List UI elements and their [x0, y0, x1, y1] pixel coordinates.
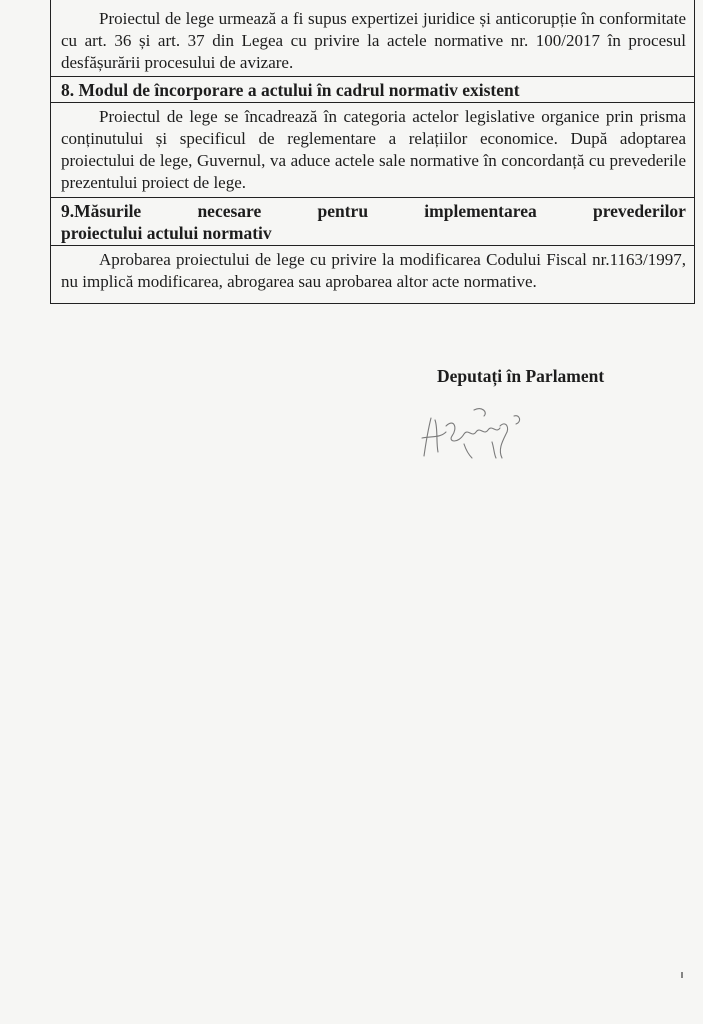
heading-word: necesare: [197, 201, 262, 221]
section-8-heading: 8. Modul de încorporare a actului în cadrul normativ existent: [51, 76, 694, 103]
heading-word: pentru: [317, 201, 369, 221]
section-9-heading: [51, 197, 694, 246]
section-9-cell: [51, 246, 694, 304]
section-8-text: Proiectul de lege se încadrează în categoria actelor legislative organice prin prisma conținutului și specificul de reglementare a relațiilor economice. După adoptarea proiectului de lege, Guvernul, va aduce actele sale normative în concordanță cu prevederile prezentului proiect de lege.: [61, 107, 686, 192]
scan-speck: [680, 972, 684, 978]
section-7-text: Proiectul de lege urmează a fi supus expertizei juridice și anticorupție în conformitate cu art. 36 și art. 37 din Legea cu privire la actele normative nr. 100/2017 în procesul desfășurării procesului de avizare.: [61, 9, 686, 72]
section-8-cell: [51, 103, 694, 197]
section-9-text: Aprobarea proiectului de lege cu privire la modificarea Codului Fiscal nr.1163/1997, nu implică modificarea, abrogarea sau aprobarea altor acte normative.: [61, 250, 686, 291]
heading-word: 9.Măsurile: [61, 201, 142, 221]
note-table: [50, 0, 695, 304]
heading-word: prevederilor: [592, 201, 686, 221]
signoff-text: Deputați în Parlament: [437, 366, 605, 386]
section-9-heading-line-2: proiectului actului normativ: [61, 223, 272, 243]
section-9-heading-line-1: [61, 200, 686, 222]
heading-word: implementarea: [424, 201, 537, 221]
section-7-cell: [51, 0, 694, 76]
handwritten-signature: [402, 398, 542, 468]
